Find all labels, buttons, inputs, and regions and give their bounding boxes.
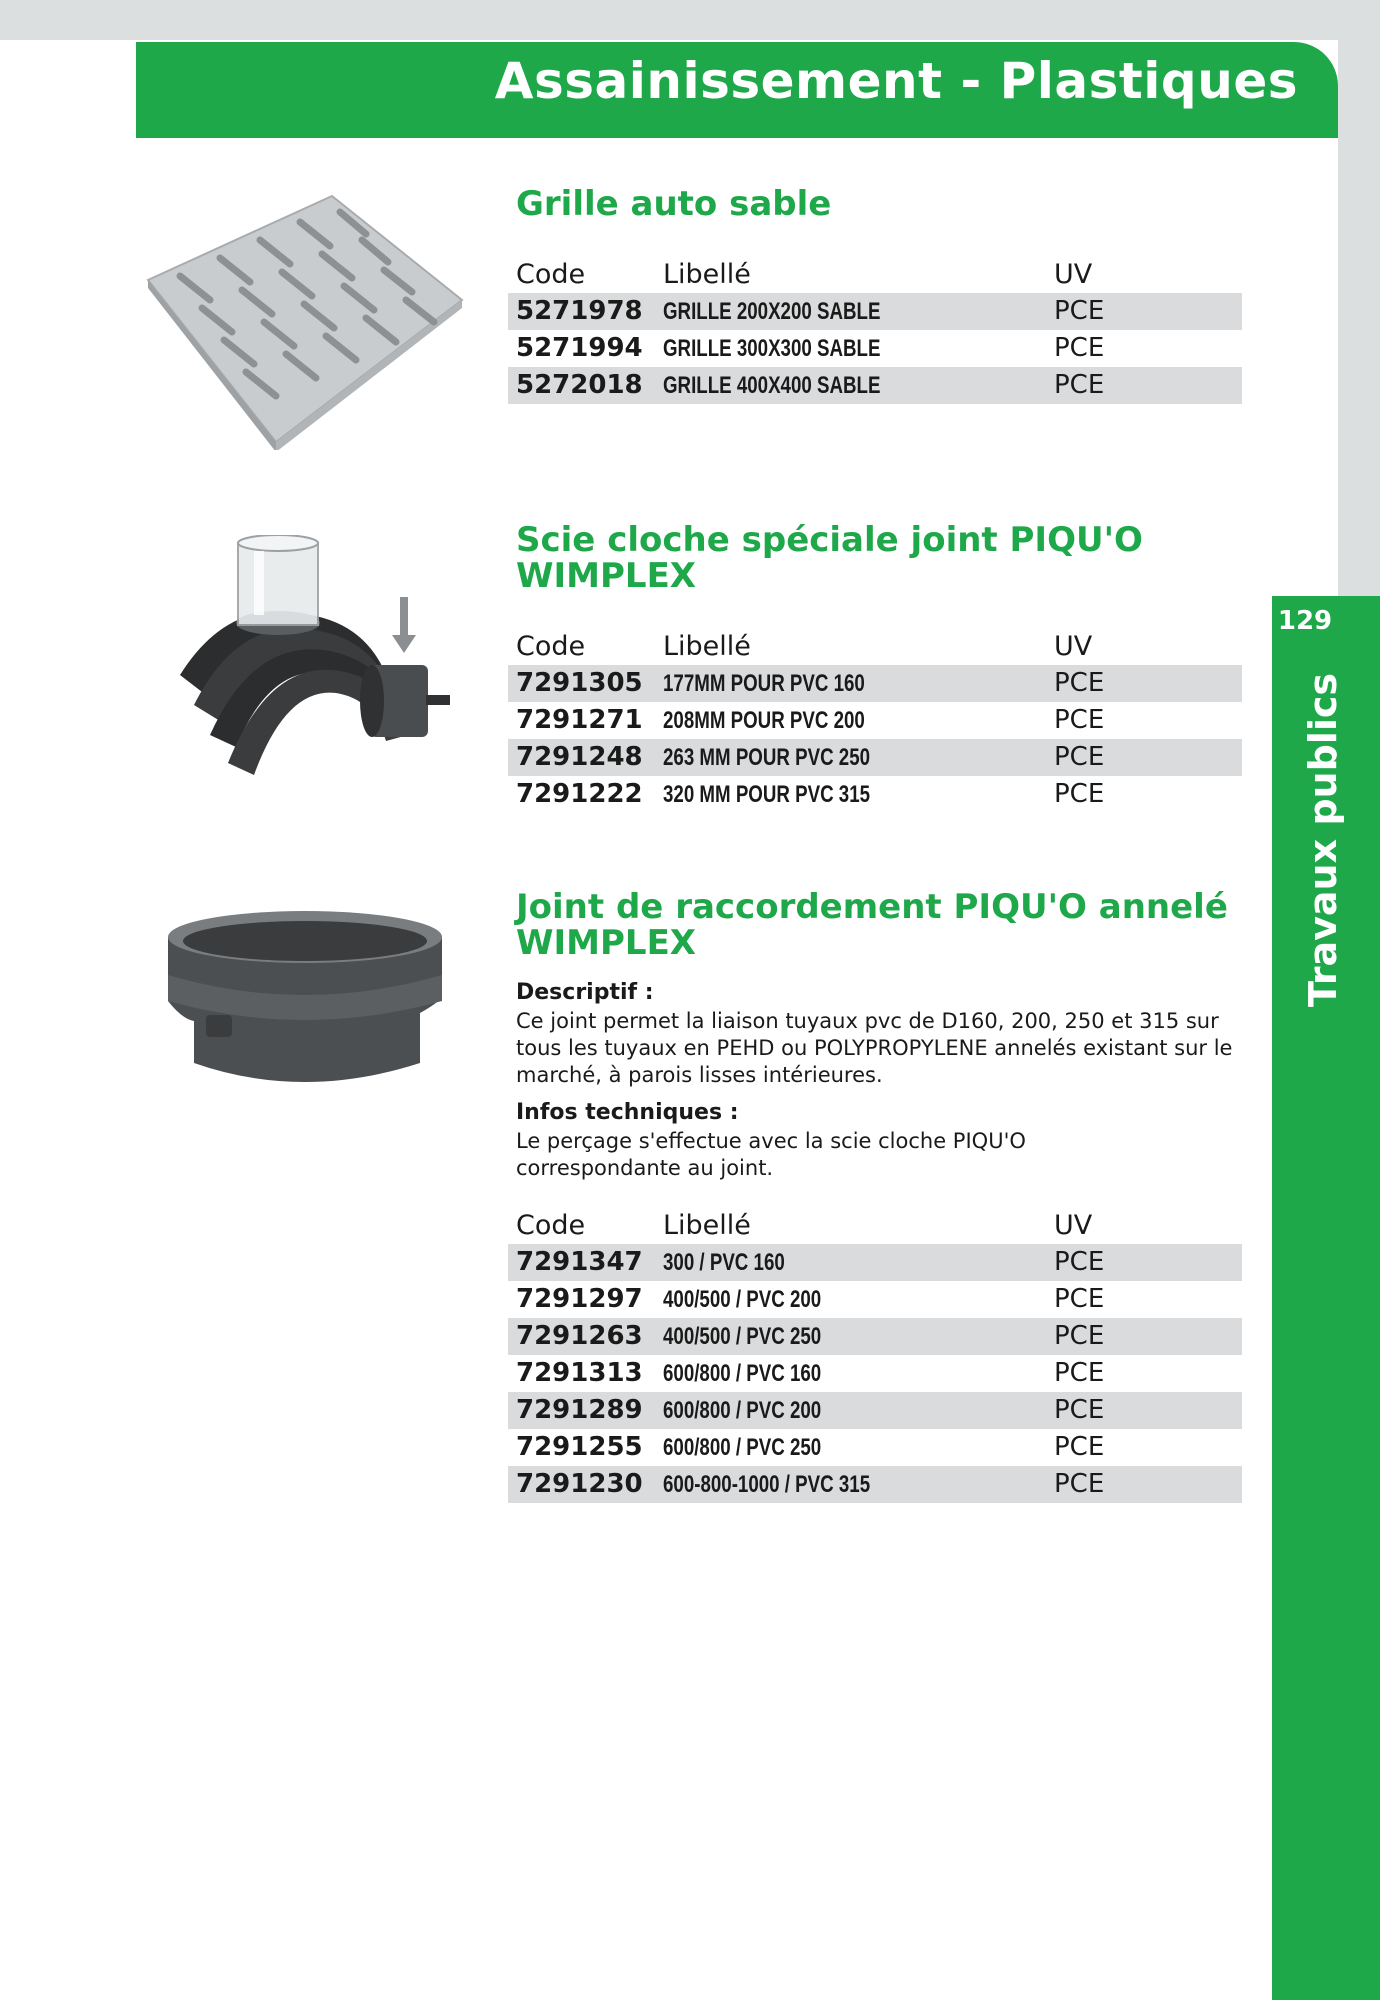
table-header-row bbox=[508, 1207, 1242, 1244]
product-label: 400/500 / PVC 200 bbox=[663, 1286, 822, 1313]
connection-joint-icon bbox=[162, 905, 448, 1095]
header-label: Libellé bbox=[663, 259, 751, 290]
product-uv: PCE bbox=[1054, 705, 1105, 735]
table-row bbox=[508, 1392, 1242, 1429]
product-uv: PCE bbox=[1054, 1469, 1105, 1499]
section-title-joint bbox=[516, 889, 1228, 961]
section-title-scie bbox=[516, 522, 1143, 594]
product-uv: PCE bbox=[1054, 296, 1105, 326]
table-row bbox=[508, 665, 1242, 702]
product-label: 208MM POUR PVC 200 bbox=[663, 707, 865, 734]
product-table-joint bbox=[508, 1207, 1242, 1503]
drain-grate-icon bbox=[140, 190, 470, 450]
section-title-line1: Scie cloche spéciale joint PIQU'O bbox=[516, 520, 1143, 560]
page-title: Assainissement - Plastiques bbox=[494, 52, 1298, 110]
product-label: GRILLE 300X300 SABLE bbox=[663, 335, 881, 362]
header-code: Code bbox=[516, 1210, 586, 1241]
product-code: 7291222 bbox=[516, 779, 643, 809]
infos-text: Le perçage s'effectue avec la scie cloche PIQU'O correspondante au joint. bbox=[516, 1129, 1026, 1180]
header-label: Libellé bbox=[663, 631, 751, 662]
product-label: 600-800-1000 / PVC 315 bbox=[663, 1471, 871, 1498]
table-row bbox=[508, 293, 1242, 330]
product-label: GRILLE 400X400 SABLE bbox=[663, 372, 881, 399]
product-uv: PCE bbox=[1054, 742, 1105, 772]
table-row bbox=[508, 330, 1242, 367]
product-uv: PCE bbox=[1054, 333, 1105, 363]
descriptif-heading: Descriptif : bbox=[516, 980, 654, 1005]
product-label: 300 / PVC 160 bbox=[663, 1249, 785, 1276]
table-row bbox=[508, 776, 1242, 813]
product-label: 400/500 / PVC 250 bbox=[663, 1323, 822, 1350]
table-row bbox=[508, 1244, 1242, 1281]
header-label: Libellé bbox=[663, 1210, 751, 1241]
table-row bbox=[508, 1429, 1242, 1466]
product-code: 7291297 bbox=[516, 1284, 643, 1314]
product-code: 7291255 bbox=[516, 1432, 643, 1462]
product-code: 5271978 bbox=[516, 296, 643, 326]
section-title-grille: Grille auto sable bbox=[516, 184, 832, 224]
header-uv: UV bbox=[1054, 259, 1093, 290]
table-row bbox=[508, 1318, 1242, 1355]
section-title-line2: WIMPLEX bbox=[516, 923, 697, 963]
product-code: 5272018 bbox=[516, 370, 643, 400]
table-row bbox=[508, 702, 1242, 739]
section-title-line1: Joint de raccordement PIQU'O annelé bbox=[516, 887, 1228, 927]
hole-saw-icon bbox=[170, 535, 460, 780]
product-code: 7291271 bbox=[516, 705, 643, 735]
product-code: 5271994 bbox=[516, 333, 643, 363]
section-title-line2: WIMPLEX bbox=[516, 556, 697, 596]
product-code: 7291263 bbox=[516, 1321, 643, 1351]
product-code: 7291289 bbox=[516, 1395, 643, 1425]
product-code: 7291230 bbox=[516, 1469, 643, 1499]
product-table-scie bbox=[508, 628, 1242, 813]
product-code: 7291248 bbox=[516, 742, 643, 772]
product-uv: PCE bbox=[1054, 1247, 1105, 1277]
section-label: Travaux publics bbox=[1301, 673, 1345, 1007]
header-uv: UV bbox=[1054, 631, 1093, 662]
product-label: 177MM POUR PVC 160 bbox=[663, 670, 865, 697]
product-code: 7291347 bbox=[516, 1247, 643, 1277]
table-row bbox=[508, 739, 1242, 776]
product-code: 7291313 bbox=[516, 1358, 643, 1388]
product-uv: PCE bbox=[1054, 1321, 1105, 1351]
product-label: 600/800 / PVC 160 bbox=[663, 1360, 822, 1387]
product-uv: PCE bbox=[1054, 370, 1105, 400]
infos-heading: Infos techniques : bbox=[516, 1100, 739, 1125]
header-code: Code bbox=[516, 259, 586, 290]
product-label: 600/800 / PVC 250 bbox=[663, 1434, 822, 1461]
product-uv: PCE bbox=[1054, 1395, 1105, 1425]
product-uv: PCE bbox=[1054, 1432, 1105, 1462]
product-label: 263 MM POUR PVC 250 bbox=[663, 744, 871, 771]
product-uv: PCE bbox=[1054, 1284, 1105, 1314]
top-strip bbox=[0, 0, 1380, 40]
table-row bbox=[508, 1466, 1242, 1503]
table-row bbox=[508, 1355, 1242, 1392]
descriptif-text: Ce joint permet la liaison tuyaux pvc de D160, 200, 250 et 315 sur tous les tuyaux en PEHD ou POLYPROPYLENE annelés existant sur le marché, à parois lisses intérieures. bbox=[516, 1009, 1233, 1087]
product-label: 320 MM POUR PVC 315 bbox=[663, 781, 871, 808]
table-row bbox=[508, 1281, 1242, 1318]
product-uv: PCE bbox=[1054, 668, 1105, 698]
table-header-row bbox=[508, 628, 1242, 665]
header-uv: UV bbox=[1054, 1210, 1093, 1241]
table-row bbox=[508, 367, 1242, 404]
header-code: Code bbox=[516, 631, 586, 662]
product-label: 600/800 / PVC 200 bbox=[663, 1397, 822, 1424]
header-bar bbox=[136, 42, 1338, 138]
product-uv: PCE bbox=[1054, 1358, 1105, 1388]
table-header-row bbox=[508, 256, 1242, 293]
product-label: GRILLE 200X200 SABLE bbox=[663, 298, 881, 325]
product-table-grille bbox=[508, 256, 1242, 404]
page-number: 129 bbox=[1277, 606, 1333, 636]
right-strip bbox=[1338, 0, 1380, 600]
product-code: 7291305 bbox=[516, 668, 643, 698]
product-uv: PCE bbox=[1054, 779, 1105, 809]
